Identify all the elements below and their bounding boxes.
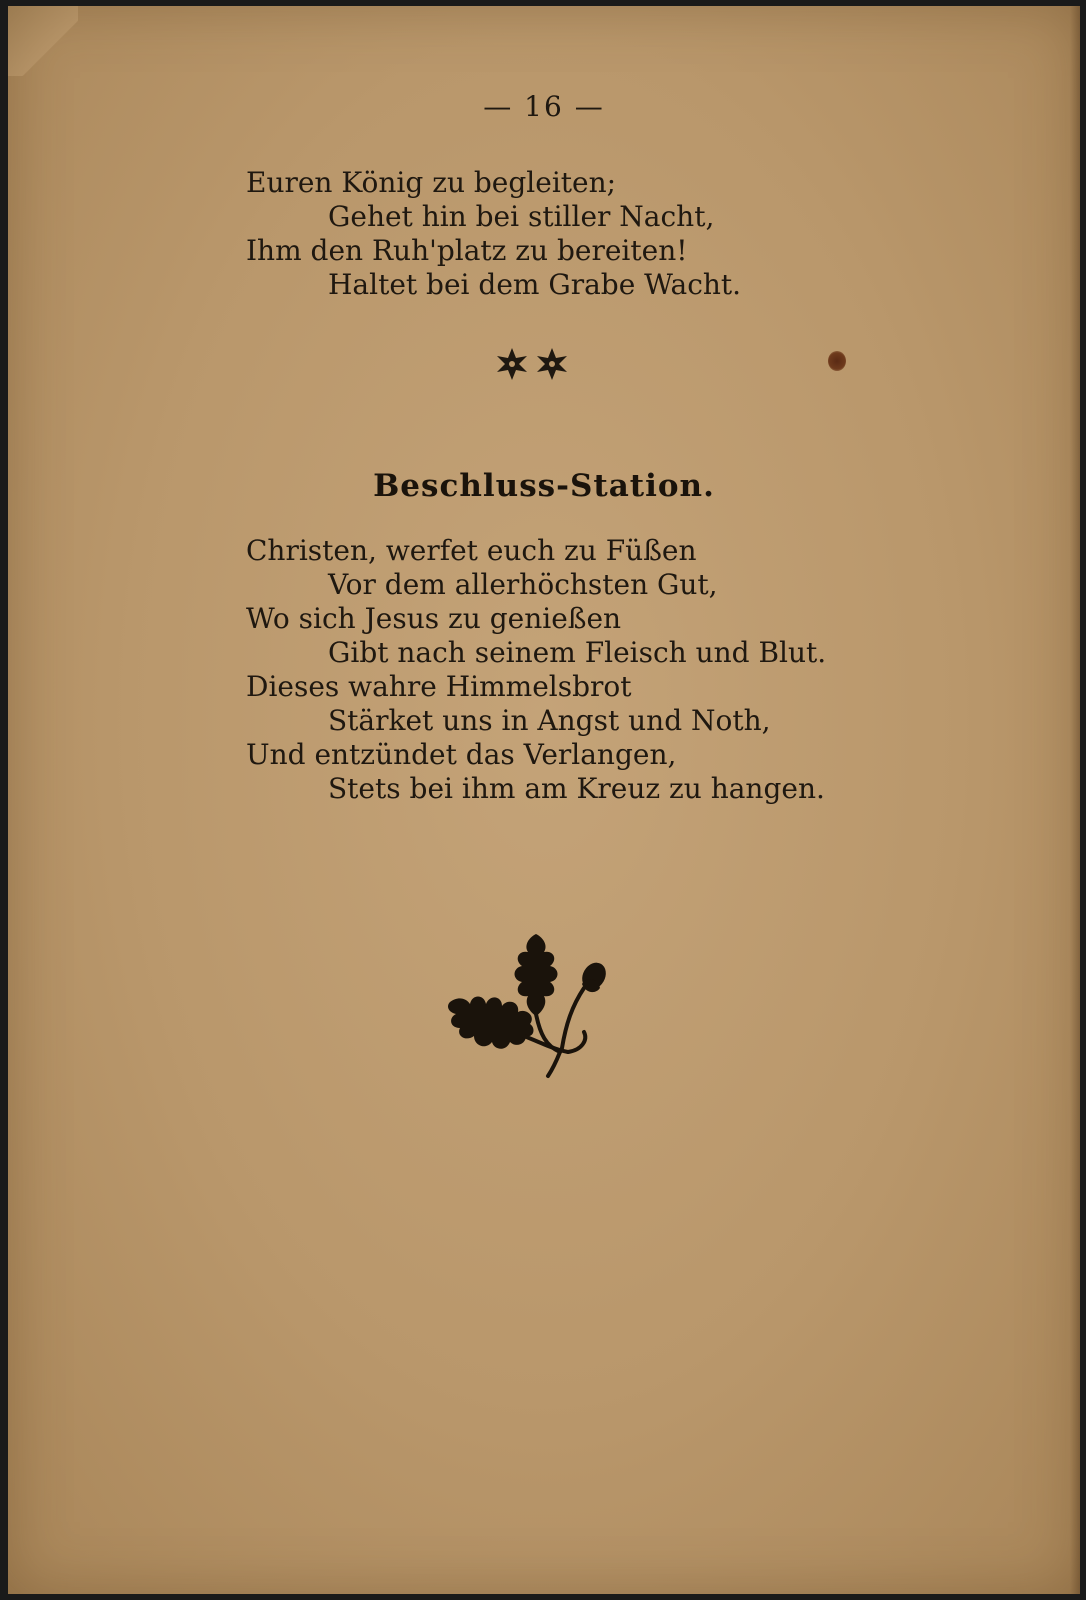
- page-number: — 16 —: [483, 90, 605, 123]
- oak-leaf-acorn-ornament-icon: [444, 924, 624, 1084]
- verse-line: Christen, werfet euch zu Füßen: [246, 534, 697, 567]
- verse-stanza-1: [246, 166, 741, 302]
- verse-line: Dieses wahre Himmelsbrot: [246, 670, 632, 703]
- verse-line: Wo sich Jesus zu genießen: [246, 602, 622, 635]
- verse-line: Stets bei ihm am Kreuz zu hangen.: [328, 772, 825, 805]
- verse-stanza-2: [246, 534, 826, 806]
- verse-line: Stärket uns in Angst und Noth,: [328, 704, 771, 737]
- verse-line: Vor dem allerhöchsten Gut,: [328, 568, 718, 601]
- page-edge-shadow: [1070, 6, 1080, 1594]
- verse-line: Euren König zu begleiten;: [246, 166, 617, 199]
- verse-line: Ihm den Ruh'platz zu bereiten!: [246, 234, 688, 267]
- verse-line: Gehet hin bei stiller Nacht,: [328, 200, 715, 233]
- double-flower-ornament-icon: [488, 342, 578, 386]
- ink-stain: [828, 351, 846, 371]
- verse-line: Und entzündet das Verlangen,: [246, 738, 677, 771]
- verse-line: Gibt nach seinem Fleisch und Blut.: [328, 636, 827, 669]
- folded-corner: [8, 6, 78, 76]
- verse-line: Haltet bei dem Grabe Wacht.: [328, 268, 742, 301]
- book-page: [8, 6, 1080, 1594]
- section-title: Beschluss-Station.: [373, 468, 715, 504]
